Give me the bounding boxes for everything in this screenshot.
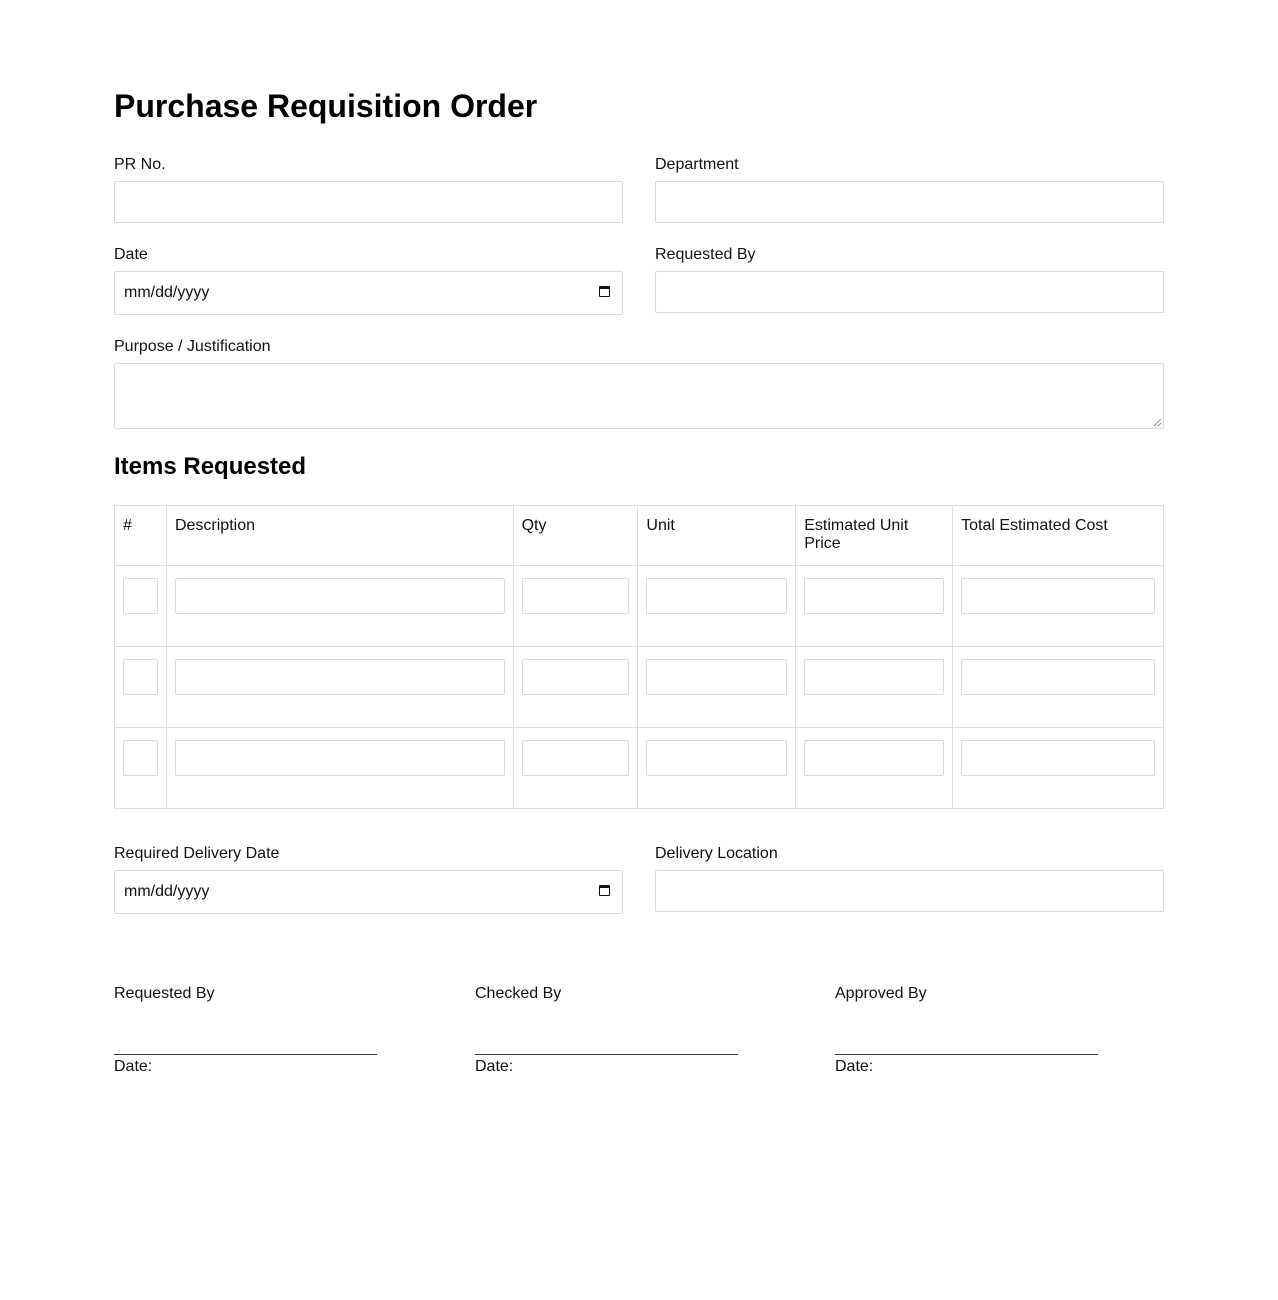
cell-unit-price xyxy=(796,728,953,809)
cell-total-cost xyxy=(953,566,1164,647)
total-cost-input[interactable] xyxy=(961,659,1155,695)
unit-input[interactable] xyxy=(646,740,787,776)
delivery-location-input[interactable] xyxy=(655,870,1164,912)
delivery-date-label: Required Delivery Date xyxy=(114,845,280,862)
pr-no-label: PR No. xyxy=(114,156,166,173)
sig-requested-by-date: Date: xyxy=(114,1058,153,1075)
cell-number xyxy=(115,566,167,647)
date-placeholder: mm/dd/yyyy xyxy=(124,284,210,301)
cell-unit xyxy=(638,728,796,809)
col-qty: Qty xyxy=(513,506,638,566)
cell-description xyxy=(166,647,513,728)
table-row xyxy=(115,647,1164,728)
cell-unit-price xyxy=(796,566,953,647)
number-input[interactable] xyxy=(123,578,158,614)
col-unit-price: Estimated Unit Price xyxy=(796,506,953,566)
cell-qty xyxy=(513,728,638,809)
cell-description xyxy=(166,566,513,647)
resize-handle-icon[interactable] xyxy=(1154,419,1161,426)
cell-qty xyxy=(513,566,638,647)
col-unit: Unit xyxy=(638,506,796,566)
date-input[interactable] xyxy=(114,271,623,315)
col-description: Description xyxy=(166,506,513,566)
unit-price-input[interactable] xyxy=(804,578,944,614)
description-input[interactable] xyxy=(175,659,505,695)
cell-unit xyxy=(638,647,796,728)
qty-input[interactable] xyxy=(522,659,630,695)
sig-requested-by-label: Requested By xyxy=(114,985,215,1002)
table-row xyxy=(115,728,1164,809)
page-title: Purchase Requisition Order xyxy=(114,88,538,124)
unit-price-input[interactable] xyxy=(804,740,944,776)
col-total-cost: Total Estimated Cost xyxy=(953,506,1164,566)
cell-total-cost xyxy=(953,728,1164,809)
number-input[interactable] xyxy=(123,740,158,776)
items-table xyxy=(114,505,1164,809)
cell-unit xyxy=(638,566,796,647)
delivery-date-placeholder: mm/dd/yyyy xyxy=(124,883,210,900)
purpose-textarea[interactable] xyxy=(114,363,1164,429)
purpose-label: Purpose / Justification xyxy=(114,338,271,355)
cell-number xyxy=(115,728,167,809)
description-input[interactable] xyxy=(175,740,505,776)
description-input[interactable] xyxy=(175,578,505,614)
qty-input[interactable] xyxy=(522,578,630,614)
total-cost-input[interactable] xyxy=(961,578,1155,614)
sig-approved-by-line xyxy=(835,1054,1098,1055)
calendar-icon[interactable] xyxy=(599,286,610,297)
date-label: Date xyxy=(114,246,148,263)
department-label: Department xyxy=(655,156,739,173)
total-cost-input[interactable] xyxy=(961,740,1155,776)
unit-input[interactable] xyxy=(646,659,787,695)
table-row xyxy=(115,566,1164,647)
items-heading: Items Requested xyxy=(114,453,307,480)
cell-unit-price xyxy=(796,647,953,728)
department-input[interactable] xyxy=(655,181,1164,223)
sig-approved-by-label: Approved By xyxy=(835,985,927,1002)
table-header-row xyxy=(115,506,1164,566)
cell-number xyxy=(115,647,167,728)
requested-by-label: Requested By xyxy=(655,246,756,263)
qty-input[interactable] xyxy=(522,740,630,776)
col-number: # xyxy=(115,506,167,566)
number-input[interactable] xyxy=(123,659,158,695)
cell-total-cost xyxy=(953,647,1164,728)
unit-price-input[interactable] xyxy=(804,659,944,695)
calendar-icon[interactable] xyxy=(599,885,610,896)
delivery-location-label: Delivery Location xyxy=(655,845,778,862)
delivery-date-input[interactable] xyxy=(114,870,623,914)
pr-no-input[interactable] xyxy=(114,181,623,223)
sig-checked-by-date: Date: xyxy=(475,1058,514,1075)
unit-input[interactable] xyxy=(646,578,787,614)
sig-checked-by-label: Checked By xyxy=(475,985,562,1002)
sig-requested-by-line xyxy=(114,1054,377,1055)
sig-checked-by-line xyxy=(475,1054,738,1055)
sig-approved-by-date: Date: xyxy=(835,1058,874,1075)
requested-by-input[interactable] xyxy=(655,271,1164,313)
cell-qty xyxy=(513,647,638,728)
cell-description xyxy=(166,728,513,809)
